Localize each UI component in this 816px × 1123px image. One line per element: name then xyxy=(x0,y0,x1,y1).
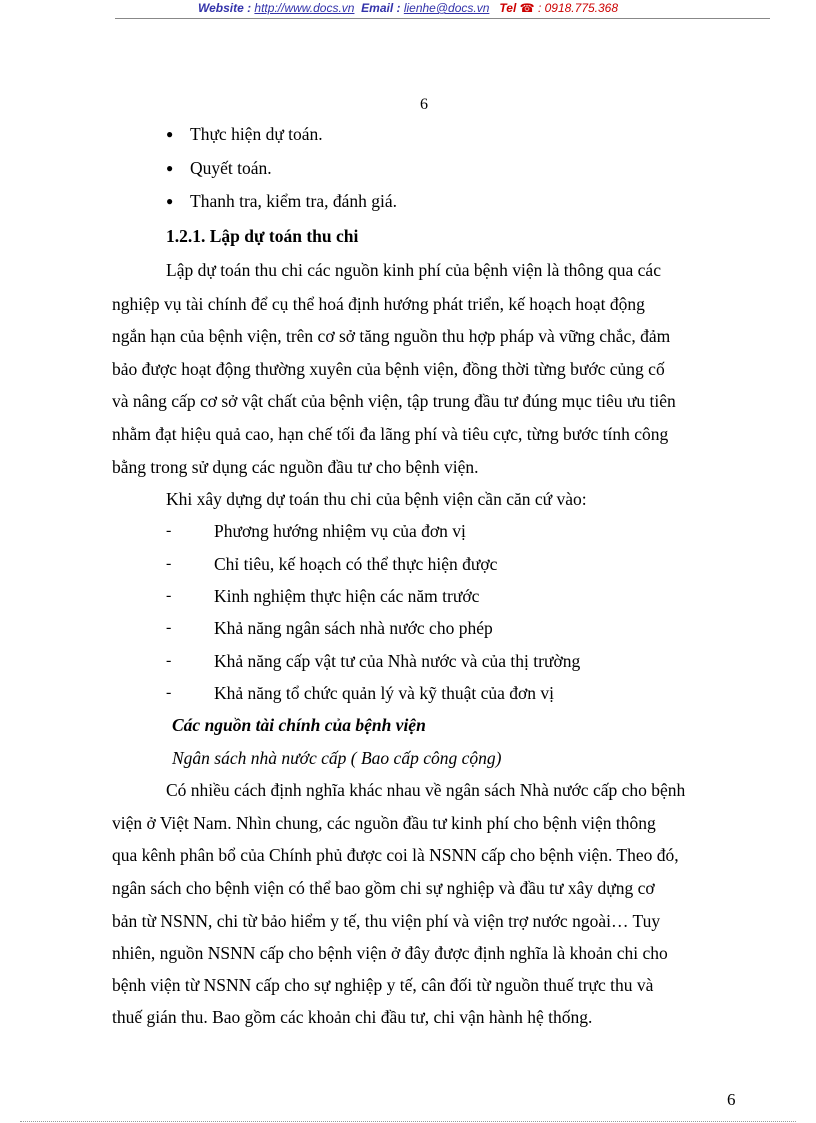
email-link[interactable]: lienhe@docs.vn xyxy=(403,1,490,15)
page-number-top: 6 xyxy=(420,96,428,113)
dash-item: Khả năng ngân sách nhà nước cho phép xyxy=(214,618,493,638)
paragraph-line: nghiệp vụ tài chính để cụ thể hoá định hướng phát triển, kế hoạch hoạt động xyxy=(112,294,645,314)
paragraph-line: bằng trong sử dụng các nguồn đầu tư cho bệnh viện. xyxy=(112,457,479,477)
paragraph-line: nhiên, nguồn NSNN cấp cho bệnh viện ở đây được định nghĩa là khoản chi cho xyxy=(112,943,668,963)
dash-marker: - xyxy=(166,684,172,701)
dash-marker: - xyxy=(166,652,172,669)
bullet-item: Thanh tra, kiểm tra, đánh giá. xyxy=(190,191,398,211)
dash-item: Khả năng tổ chức quản lý và kỹ thuật của đơn vị xyxy=(214,683,554,703)
section-heading: 1.2.1. Lập dự toán thu chi xyxy=(166,226,359,246)
footer-divider xyxy=(20,1121,796,1122)
dash-marker: - xyxy=(166,619,172,636)
paragraph-line: nhằm đạt hiệu quả cao, hạn chế tối đa lãng phí và tiêu cực, từng bước tính công xyxy=(112,424,669,444)
dash-marker: - xyxy=(166,587,172,604)
website-label: Website : xyxy=(197,1,255,15)
paragraph-line: Lập dự toán thu chi các nguồn kinh phí của bệnh viện là thông qua các xyxy=(166,260,661,280)
paragraph-line: ngân sách cho bệnh viện có thể bao gồm chi sự nghiệp và đầu tư xây dựng cơ xyxy=(112,878,655,898)
paragraph-line: thuế gián thu. Bao gồm các khoản chi đầu tư, chi vận hành hệ thống. xyxy=(112,1007,593,1027)
bullet-dot-icon: ● xyxy=(166,161,174,175)
paragraph-line: bảo được hoạt động thường xuyên của bệnh viện, đồng thời từng bước củng cố xyxy=(112,359,665,379)
paragraph-line: bệnh viện từ NSNN cấp cho sự nghiệp y tế, cân đối từ nguồn thuế trực thu và xyxy=(112,975,654,995)
dash-item: Phương hướng nhiệm vụ của đơn vị xyxy=(214,521,466,541)
tel-value: : 0918.775.368 xyxy=(534,1,619,15)
paragraph-line: và nâng cấp cơ sở vật chất của bệnh viện, tập trung đầu tư đúng mục tiêu ưu tiên xyxy=(112,391,676,411)
dash-item: Khả năng cấp vật tư của Nhà nước và của thị trường xyxy=(214,651,581,671)
dash-marker: - xyxy=(166,522,172,539)
intro-line: Khi xây dựng dự toán thu chi của bệnh viện cần căn cứ vào: xyxy=(166,489,587,509)
bullet-dot-icon: ● xyxy=(166,194,174,208)
tel-label: Tel xyxy=(499,1,520,15)
paragraph-line: ngắn hạn của bệnh viện, trên cơ sở tăng nguồn thu hợp pháp và vững chắc, đảm xyxy=(112,326,671,346)
email-label: Email : xyxy=(361,1,404,15)
dash-marker: - xyxy=(166,555,172,572)
bullet-item: Thực hiện dự toán. xyxy=(190,124,323,144)
subheading: Các nguồn tài chính của bệnh viện xyxy=(172,715,426,735)
page-number-bottom: 6 xyxy=(727,1090,736,1109)
phone-icon: ☎ xyxy=(519,1,535,15)
paragraph-line: bản từ NSNN, chi từ bảo hiểm y tế, thu viện phí và viện trợ nước ngoài… Tuy xyxy=(112,911,661,931)
website-link[interactable]: http://www.docs.vn xyxy=(254,1,355,15)
paragraph-line: qua kênh phân bổ của Chính phủ được coi là NSNN cấp cho bệnh viện. Theo đó, xyxy=(112,845,679,865)
header-divider xyxy=(115,18,770,19)
subheading-italic: Ngân sách nhà nước cấp ( Bao cấp công cộng) xyxy=(172,748,502,768)
bullet-dot-icon: ● xyxy=(166,127,174,141)
page-header xyxy=(0,0,816,18)
paragraph-line: Có nhiều cách định nghĩa khác nhau về ngân sách Nhà nước cấp cho bệnh xyxy=(166,780,686,800)
bullet-item: Quyết toán. xyxy=(190,158,272,178)
dash-item: Kinh nghiệm thực hiện các năm trước xyxy=(214,586,480,606)
paragraph-line: viện ở Việt Nam. Nhìn chung, các nguồn đầu tư kinh phí cho bệnh viện thông xyxy=(112,813,656,833)
dash-item: Chỉ tiêu, kế hoạch có thể thực hiện được xyxy=(214,554,498,574)
